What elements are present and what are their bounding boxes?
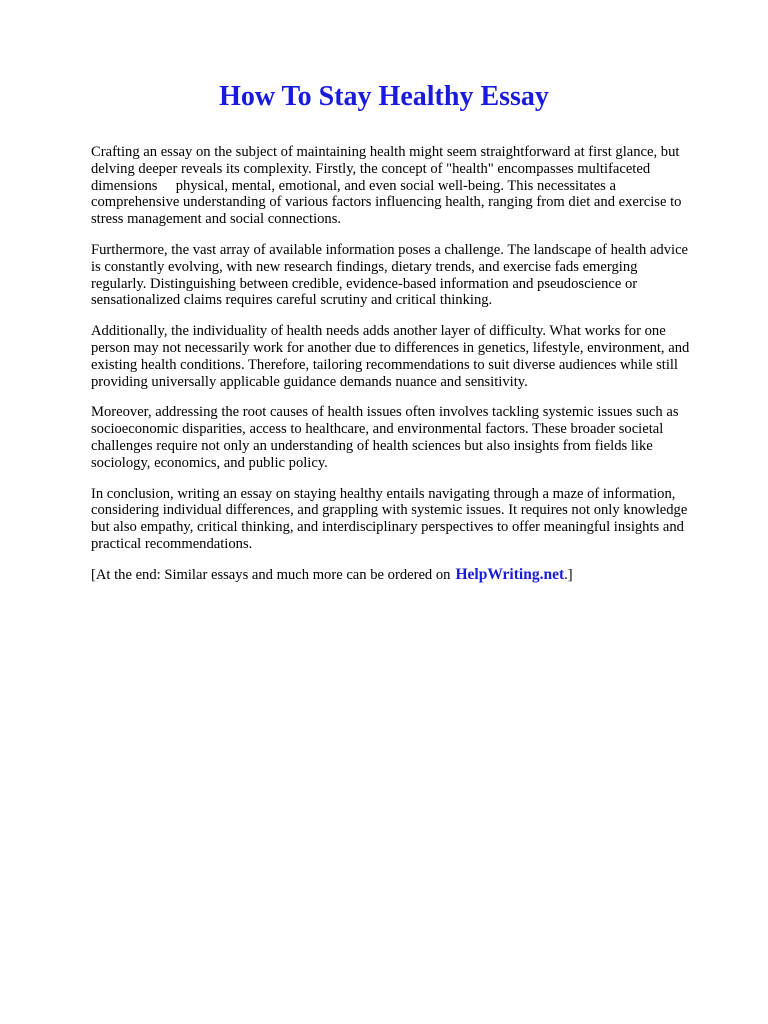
page-title: How To Stay Healthy Essay	[219, 81, 549, 112]
essay-paragraph-1: Crafting an essay on the subject of maintaining health might seem straightforward at first glance, but delving deeper reveals its complexity. Firstly, the concept of "health" encompasses multifaceted dimensions physical, mental, emotional, and even social well-being. This necessitates a comprehensive understanding of various factors influencing health, ranging from diet and exercise to stress management and social connections.	[91, 144, 682, 228]
essay-paragraph-3: Additionally, the individuality of health needs adds another layer of difficulty. What works for one person may not necessarily work for another due to differences in genetics, lifestyle, environment, and existing health conditions. Therefore, tailoring recommendations to suit diverse audiences while still providing universally applicable guidance demands nuance and sensitivity.	[91, 323, 690, 390]
essay-paragraph-2: Furthermore, the vast array of available information poses a challenge. The landscape of health advice is constantly evolving, with new research findings, dietary trends, and exercise fads emerging regularly. Distinguishing between credible, evidence-based information and pseudoscience or sensationalized claims requires careful scrutiny and critical thinking.	[91, 241, 689, 309]
closing-note	[91, 567, 691, 584]
essay-paragraph-4: Moreover, addressing the root causes of health issues often involves tackling systemic issues such as socioeconomic disparities, access to healthcare, and environmental factors. These broader societal challenges require not only an understanding of health sciences but also insights from fields like sociology, economics, and public policy.	[91, 404, 679, 471]
closing-suffix: .]	[564, 566, 573, 583]
closing-prefix: [At the end: Similar essays and much more can be ordered on	[91, 566, 451, 583]
essay-paragraph-5: In conclusion, writing an essay on staying healthy entails navigating through a maze of information, considering individual differences, and grappling with systemic issues. It requires not only knowledge but also empathy, critical thinking, and interdisciplinary perspectives to offer meaningful insights and practical recommendations.	[91, 485, 688, 552]
helpwriting-link[interactable]: HelpWriting.net	[455, 565, 565, 583]
essay-body	[91, 144, 691, 584]
